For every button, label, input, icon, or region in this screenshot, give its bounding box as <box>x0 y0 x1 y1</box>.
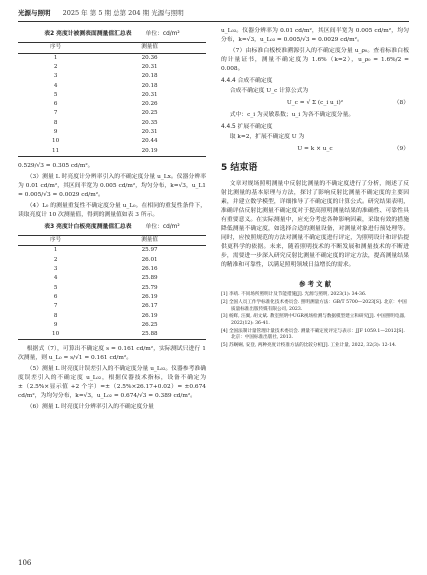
row-value: 20.26 <box>141 101 158 108</box>
row-value: 25.79 <box>141 284 158 291</box>
paragraph: 取 k=2，扩展不确定度 U 为 <box>229 133 305 140</box>
table2 <box>18 42 206 157</box>
row-index: 8 <box>53 119 58 126</box>
running-header <box>18 8 409 20</box>
table2-header-index: 序号 <box>18 42 93 53</box>
table-row <box>18 293 206 302</box>
header-rule <box>18 21 409 22</box>
references-title: 参 考 文 献 <box>299 280 331 288</box>
row-value: 20.19 <box>93 147 206 157</box>
row-index: 2 <box>53 63 58 70</box>
row-value: 20.18 <box>141 73 158 80</box>
row-index: 9 <box>53 129 58 136</box>
row-index: 10 <box>18 330 93 340</box>
row-index: 9 <box>53 321 58 328</box>
table2-caption: 表2 亮度计被测表面测量值汇总表 单位：cd/m² <box>44 31 180 37</box>
paragraph: （6）测量 L 时亮度计分辨率引入的不确定度分量 <box>26 404 154 411</box>
row-index: 3 <box>53 73 58 80</box>
row-index: 4 <box>53 82 58 89</box>
table3 <box>18 235 206 341</box>
table-row <box>18 72 206 81</box>
reference-item: [5] 苏娴娴, 安登, 两种亮度计校准方法的比较分析[J]. 工业计量, 2022, 32(3): 12-14. <box>221 342 397 348</box>
table-row <box>18 53 206 63</box>
table-row <box>18 330 206 340</box>
paragraph: u_L₀₃。仪器分辨率为 0.01 cd/m²，其区间半宽为 0.005 cd/m²，均匀分布，k=√3，u_L₀₃ = 0.005/√3 = 0.0029 cd/m²。 <box>221 28 409 43</box>
table-row <box>18 82 206 91</box>
row-value: 20.25 <box>141 110 158 117</box>
formula-text: 0.529/√3 = 0.305 cd/m²。 <box>18 162 94 169</box>
table-row <box>18 63 206 72</box>
table-row <box>18 128 206 137</box>
issue-info: 2025 年 第 5 期 总第 204 期 光源与照明 <box>62 9 184 17</box>
row-index: 11 <box>18 147 93 157</box>
row-index: 1 <box>53 54 58 61</box>
row-index: 5 <box>53 284 58 291</box>
table3-header-index: 序号 <box>18 235 93 246</box>
row-value: 20.44 <box>141 138 158 145</box>
reference-item: [2] 全国人员工作学标准化技术委员会. 照明测量方法：GB/T 5700—2023[S]. 北京：中国质量标准出版传媒有限公司, 2023. <box>221 300 407 312</box>
reference-item: [3] 杨辉, 汪翼, 胡文斌. 教室照明中UGR视场检测与数据模型建立和研究[J]. 中国照明电器, 2022(12): 36-41. <box>221 314 406 326</box>
table-row <box>18 284 206 293</box>
table-row <box>18 147 206 157</box>
equation-9: U = k × u_c （9） <box>297 145 409 152</box>
row-value: 26.16 <box>141 266 158 273</box>
table-row <box>18 256 206 265</box>
row-index: 8 <box>53 312 58 319</box>
paragraph: （7）由标准白板校准溯源引入的不确定度分量 u_ρ₀。查看标准白板的计量证书，测量不确定度为 1.6%（k=2），u_ρ₀ = 1.6%/2 = 0.008。 <box>221 47 409 72</box>
row-value: 26.01 <box>141 256 158 263</box>
references-list <box>221 292 409 349</box>
table-row <box>18 265 206 274</box>
row-index: 10 <box>52 138 60 145</box>
table-row <box>18 246 206 256</box>
section-heading-4-4-5: 4.4.5 扩展不确定度 <box>221 123 273 130</box>
row-index: 6 <box>53 101 58 108</box>
row-value: 26.25 <box>141 321 158 328</box>
reference-item: [4] 全国法制计量管理计量技术委员会. 测量不确定度评定与表示：JJF 1059.1—2012[S]. 北京：中国标准出版社, 2013. <box>221 328 405 341</box>
row-value: 25.88 <box>93 330 206 340</box>
table-row <box>18 119 206 128</box>
table2-header-value: 测量值 <box>93 42 206 53</box>
row-value: 20.35 <box>141 119 158 126</box>
paragraph: （5）测量 L 时亮度计误差引入的不确定度分量 u_L₀₂。仪器参考准确度误差引入的不确定度 u_L₀₂，根据仪器技术指标，设备不确定为 ±（2.5%×显示值 +2 个字）=±（2.5%×26.17+0.02）= ±0.674 cd/m²，为均匀分布，k=√3，u_L₀₂ = 0.674/√3 = 0.389 cd/m²。 <box>18 366 206 400</box>
table-row <box>18 137 206 146</box>
paragraph: 式中：c_i 为灵敏系数；u_i 为各不确定度分量。 <box>229 111 355 118</box>
row-value: 26.17 <box>141 303 158 310</box>
equation-number: （8） <box>393 99 409 106</box>
row-index: 5 <box>53 91 58 98</box>
row-value: 20.31 <box>141 63 158 70</box>
equation-number: （9） <box>393 145 409 152</box>
paragraph: （4）L₀ 的测量重复性不确定度分量 u_L₀。在相同的重复性条件下，读取亮度计 10 次测量值，得到的测量值如表 3 所示。 <box>18 202 206 218</box>
section-heading-conclusion: 5 结束语 <box>221 162 258 173</box>
row-value: 20.18 <box>141 82 158 89</box>
row-index: 1 <box>53 247 58 254</box>
row-value: 20.31 <box>141 91 158 98</box>
page-number: 106 <box>18 559 32 567</box>
table-row <box>18 302 206 311</box>
row-value: 20.31 <box>141 129 158 136</box>
table-row <box>18 100 206 109</box>
paragraph: 文章对规场照明测量中反射比测量的不确定度进行了分析，阐述了反射比测量的基本原理与方法，探讨了影响反射比测量不确定度的主要因素，并建立数学模型，详细推导了不确定度的计算公式。研究结果表明，准确评估反射比测量不确定度对于提高照明测量结果的准确性、可靠性具有重要意义。在实际测量中，应充分考虑各种影响因素，采取有效的措施降低测量不确定度，如选择合适的测量设备，对测量对象进行预处理等。同时，应按照规范的方法对测量不确定度进行评定，为照明设计和评估提供更科学的依据。未来，随着照明技术的不断发展和测量技术的不断进步，需要进一步深入研究反射比测量不确定度的评定方法，提高测量结果的精准和可靠性，以满足照明领域日益增长的需求。 <box>221 180 409 268</box>
paragraph: （3）测量 L 时亮度计分辨率引入的不确定度分量 u_Lx。仪器分辨率为 0.01 cd/m²，其区间半宽为 0.005 cd/m²，均匀分布，k=√3，u_L1 = 0.005/√3 = 0.0029 cd/m²。 <box>18 173 206 198</box>
row-index: 7 <box>53 303 58 310</box>
row-value: 20.36 <box>141 54 158 61</box>
row-index: 2 <box>53 256 58 263</box>
row-index: 7 <box>53 110 58 117</box>
table3-header-value: 测量值 <box>93 235 206 246</box>
table-row <box>18 321 206 330</box>
table-row <box>18 312 206 321</box>
section-heading-4-4-4: 4.4.4 合成不确定度 <box>221 77 273 84</box>
row-value: 25.97 <box>141 247 158 254</box>
row-value: 26.19 <box>141 312 158 319</box>
right-column <box>221 27 409 351</box>
table3-caption: 表3 亮度计白板亮度测量值汇总表 单位：cd/m² <box>44 223 180 230</box>
reference-item: [1] 李靖. 不同场所照明计及节能措施[J]. 光源与照明, 2023(1): 34-36. <box>221 292 367 298</box>
equation-8: U_c = √ Σ (c_i u_i)² （8） <box>286 99 409 106</box>
table-row <box>18 109 206 118</box>
paragraph: 根据式（7），可算出不确定度 s = 0.161 cd/m²，实际测试只进行 1 次测量，则 u_L₀ = s/√1 = 0.161 cd/m²。 <box>18 346 206 362</box>
left-column <box>18 27 206 414</box>
row-index: 3 <box>53 266 58 273</box>
journal-name: 光源与照明 <box>18 9 51 17</box>
paragraph: 合成不确定度 U_c 计算公式为 <box>229 87 309 94</box>
row-index: 4 <box>53 275 58 282</box>
row-value: 26.19 <box>141 293 158 300</box>
row-index: 6 <box>53 293 58 300</box>
row-value: 25.89 <box>141 275 158 282</box>
table-row <box>18 91 206 100</box>
table-row <box>18 274 206 283</box>
